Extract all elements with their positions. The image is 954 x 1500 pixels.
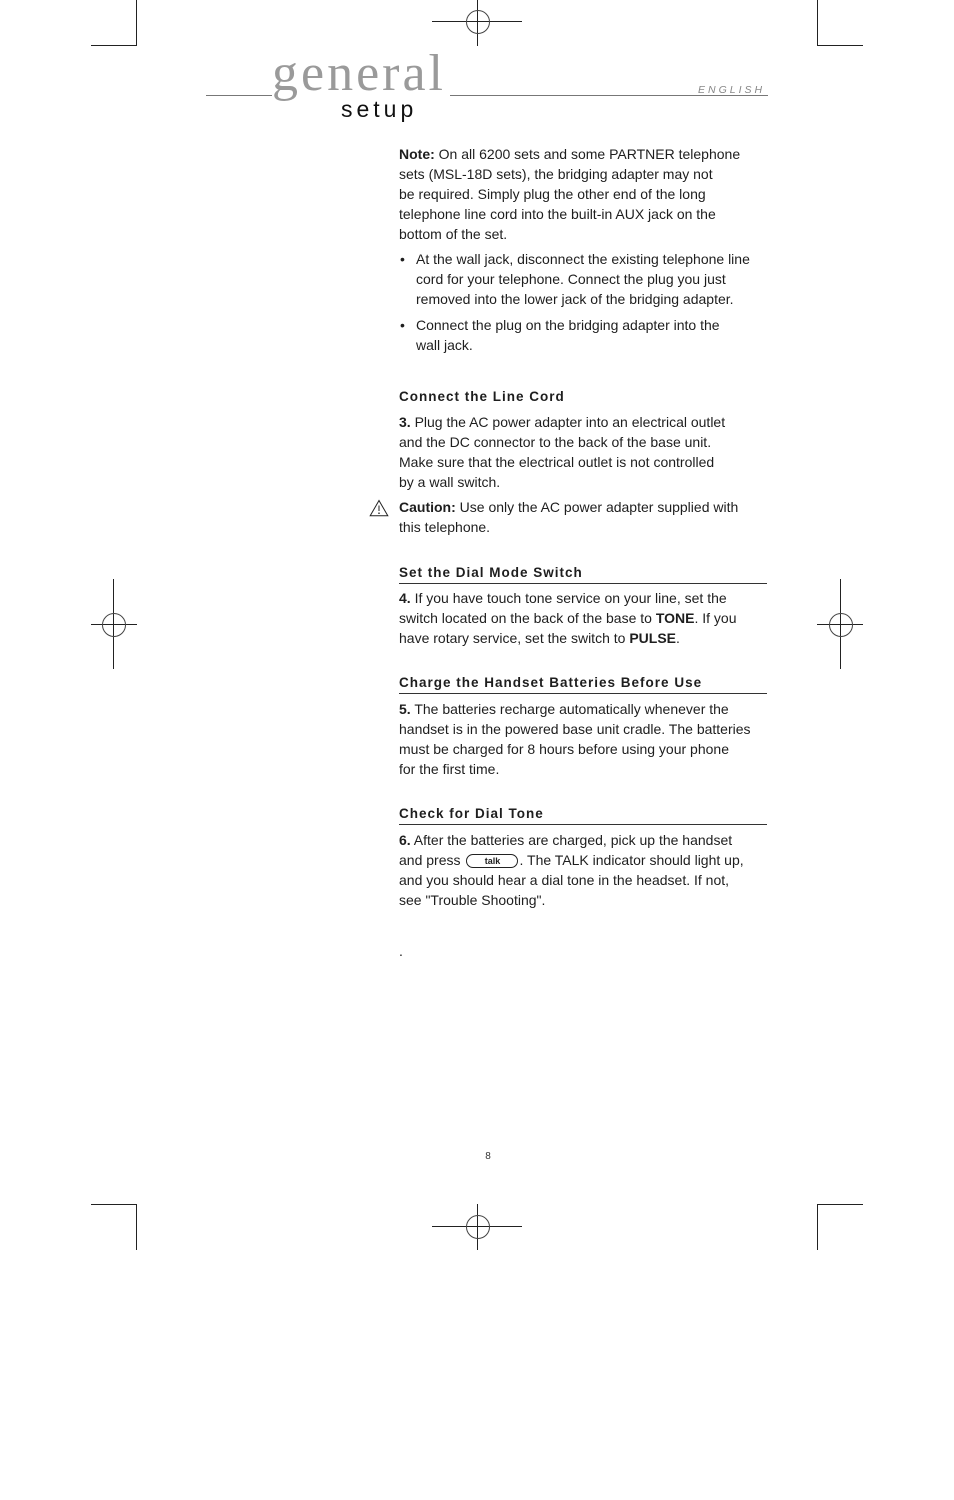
step-number: 4. (399, 590, 411, 606)
step-3-paragraph: 3. Plug the AC power adapter into an electrical outlet and the DC connector to the back of the base unit. Make sure that the electrical outlet is not controlled by a wall switch. (399, 414, 726, 490)
step-number: 5. (399, 701, 411, 717)
crop-mark (136, 0, 137, 46)
heading-batteries: Charge the Handset Batteries Before Use (399, 674, 767, 694)
note-label: Note: (399, 146, 435, 162)
heading-dial-mode: Set the Dial Mode Switch (399, 564, 767, 584)
caution-paragraph: Caution: Use only the AC power adapter supplied with this telephone. (399, 497, 769, 537)
pulse-setting: PULSE (629, 630, 677, 646)
section-title: general (272, 48, 450, 100)
step-number: 6. (399, 832, 411, 848)
heading-line-cord: Connect the Line Cord (399, 389, 565, 404)
crop-mark (136, 1204, 137, 1250)
crop-mark (817, 0, 818, 46)
note-paragraph: Note: On all 6200 sets and some PARTNER telephone sets (MSL-18D sets), the bridging adapter may not be required. Simply plug the other end of the long telephone line cord into the built-in AUX jack on the bottom of the set. (399, 146, 741, 242)
warning-triangle-icon (369, 499, 389, 522)
bullet-icon: • (400, 317, 405, 333)
language-label: ENGLISH (698, 84, 766, 96)
talk-key-icon: talk (466, 854, 518, 868)
page-number: 8 (485, 1151, 491, 1162)
caution-label: Caution: (399, 499, 456, 515)
crop-mark (817, 1204, 818, 1250)
step-number: 3. (399, 414, 411, 430)
stray-mark: . (399, 943, 403, 959)
step-4-paragraph: 4. If you have touch tone service on your line, set the switch located on the back of the base to TONE. If you have rotary service, set the switch to PULSE. (399, 590, 737, 646)
crop-mark (91, 1204, 137, 1205)
list-item: • Connect the plug on the bridging adapter into the wall jack. (400, 317, 720, 353)
tone-setting: TONE (655, 610, 695, 626)
bullet-icon: • (400, 251, 405, 267)
crop-mark (817, 45, 863, 46)
crop-mark (91, 45, 137, 46)
step-6-paragraph: 6. After the batteries are charged, pick up the handset and press talk . The TALK indicator should light up, and you should hear a dial tone in the headset. If not, see "Trouble Shooting". (399, 832, 744, 908)
section-subtitle: setup (341, 96, 418, 122)
crop-mark (817, 1204, 863, 1205)
heading-dial-tone: Check for Dial Tone (399, 805, 767, 825)
step-5-paragraph: 5. The batteries recharge automatically whenever the handset is in the powered base unit cradle. The batteries must be charged for 8 hours before using your phone for the first time. (399, 701, 751, 777)
list-item: • At the wall jack, disconnect the existing telephone line cord for your telephone. Connect the plug you just removed into the lower jack of the bridging adapter. (400, 251, 750, 307)
